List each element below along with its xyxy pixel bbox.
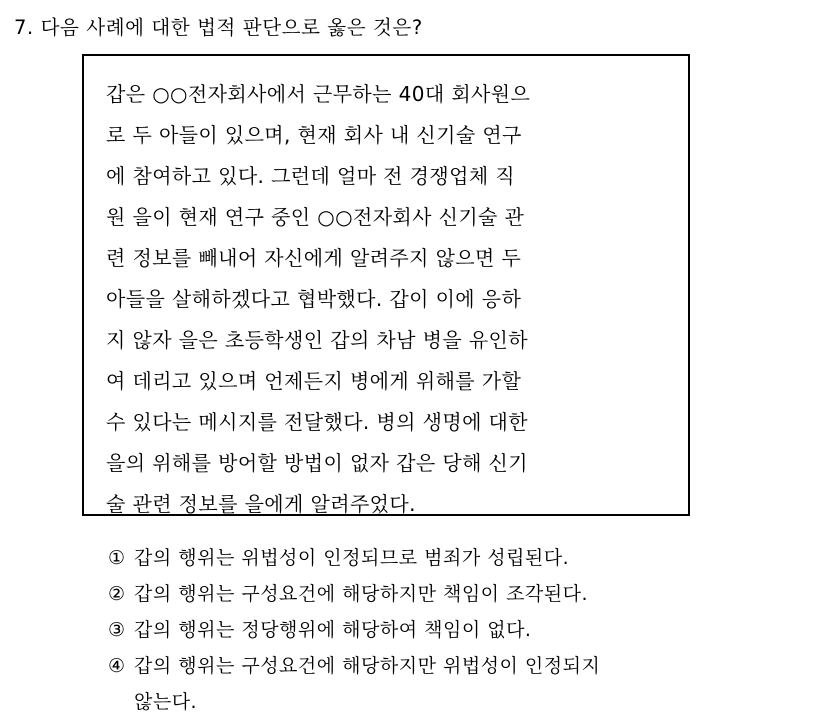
choice-text-2: 갑의 행위는 구성요건에 해당하지만 책임이 조각된다. — [134, 583, 589, 605]
passage-box — [82, 54, 690, 516]
choice-option-3[interactable] — [108, 612, 808, 648]
passage-line: 술 관련 정보를 을에게 알려주었다. — [106, 492, 416, 516]
passage-line: 원 을이 현재 연구 중인 ○○전자회사 신기술 관 — [106, 205, 525, 229]
choice-option-1[interactable] — [108, 540, 808, 576]
passage-line: 련 정보를 빼내어 자신에게 알려주지 않으면 두 — [106, 246, 522, 270]
question-text: 다음 사례에 대한 법적 판단으로 옳은 것은? — [40, 16, 423, 39]
choice-text-1: 갑의 행위는 위법성이 인정되므로 범죄가 성립된다. — [134, 547, 570, 569]
choice-marker-4: ④ — [108, 655, 126, 677]
choice-list — [108, 540, 808, 720]
choice-option-2[interactable] — [108, 576, 808, 612]
choice-marker-3: ③ — [108, 619, 126, 641]
passage-line: 여 데리고 있으며 언제든지 병에게 위해를 가할 — [106, 369, 522, 393]
passage-line: 지 않자 을은 초등학생인 갑의 차남 병을 유인하 — [106, 328, 528, 352]
choice-marker-2: ② — [108, 583, 126, 605]
passage-line: 로 두 아들이 있으며, 현재 회사 내 신기술 연구 — [106, 123, 522, 147]
choice-text-4-continuation: 않는다. — [134, 691, 198, 713]
passage-line: 아들을 살해하겠다고 협박했다. 갑이 이에 응하 — [106, 287, 522, 311]
choice-option-4[interactable] — [108, 648, 808, 720]
question-stem — [14, 12, 423, 40]
choice-text-4: 갑의 행위는 구성요건에 해당하지만 위법성이 인정되지 — [134, 655, 601, 677]
choice-marker-1: ① — [108, 547, 126, 569]
passage-line: 수 있다는 메시지를 전달했다. 병의 생명에 대한 — [106, 410, 528, 434]
passage-line: 을의 위해를 방어할 방법이 없자 갑은 당해 신기 — [106, 451, 528, 475]
choice-text-3: 갑의 행위는 정당행위에 해당하여 책임이 없다. — [134, 619, 532, 641]
question-number: 7. — [14, 16, 34, 39]
passage-line: 갑은 ○○전자회사에서 근무하는 40대 회사원으 — [106, 82, 531, 106]
passage-line: 에 참여하고 있다. 그런데 얼마 전 경쟁업체 직 — [106, 164, 516, 188]
